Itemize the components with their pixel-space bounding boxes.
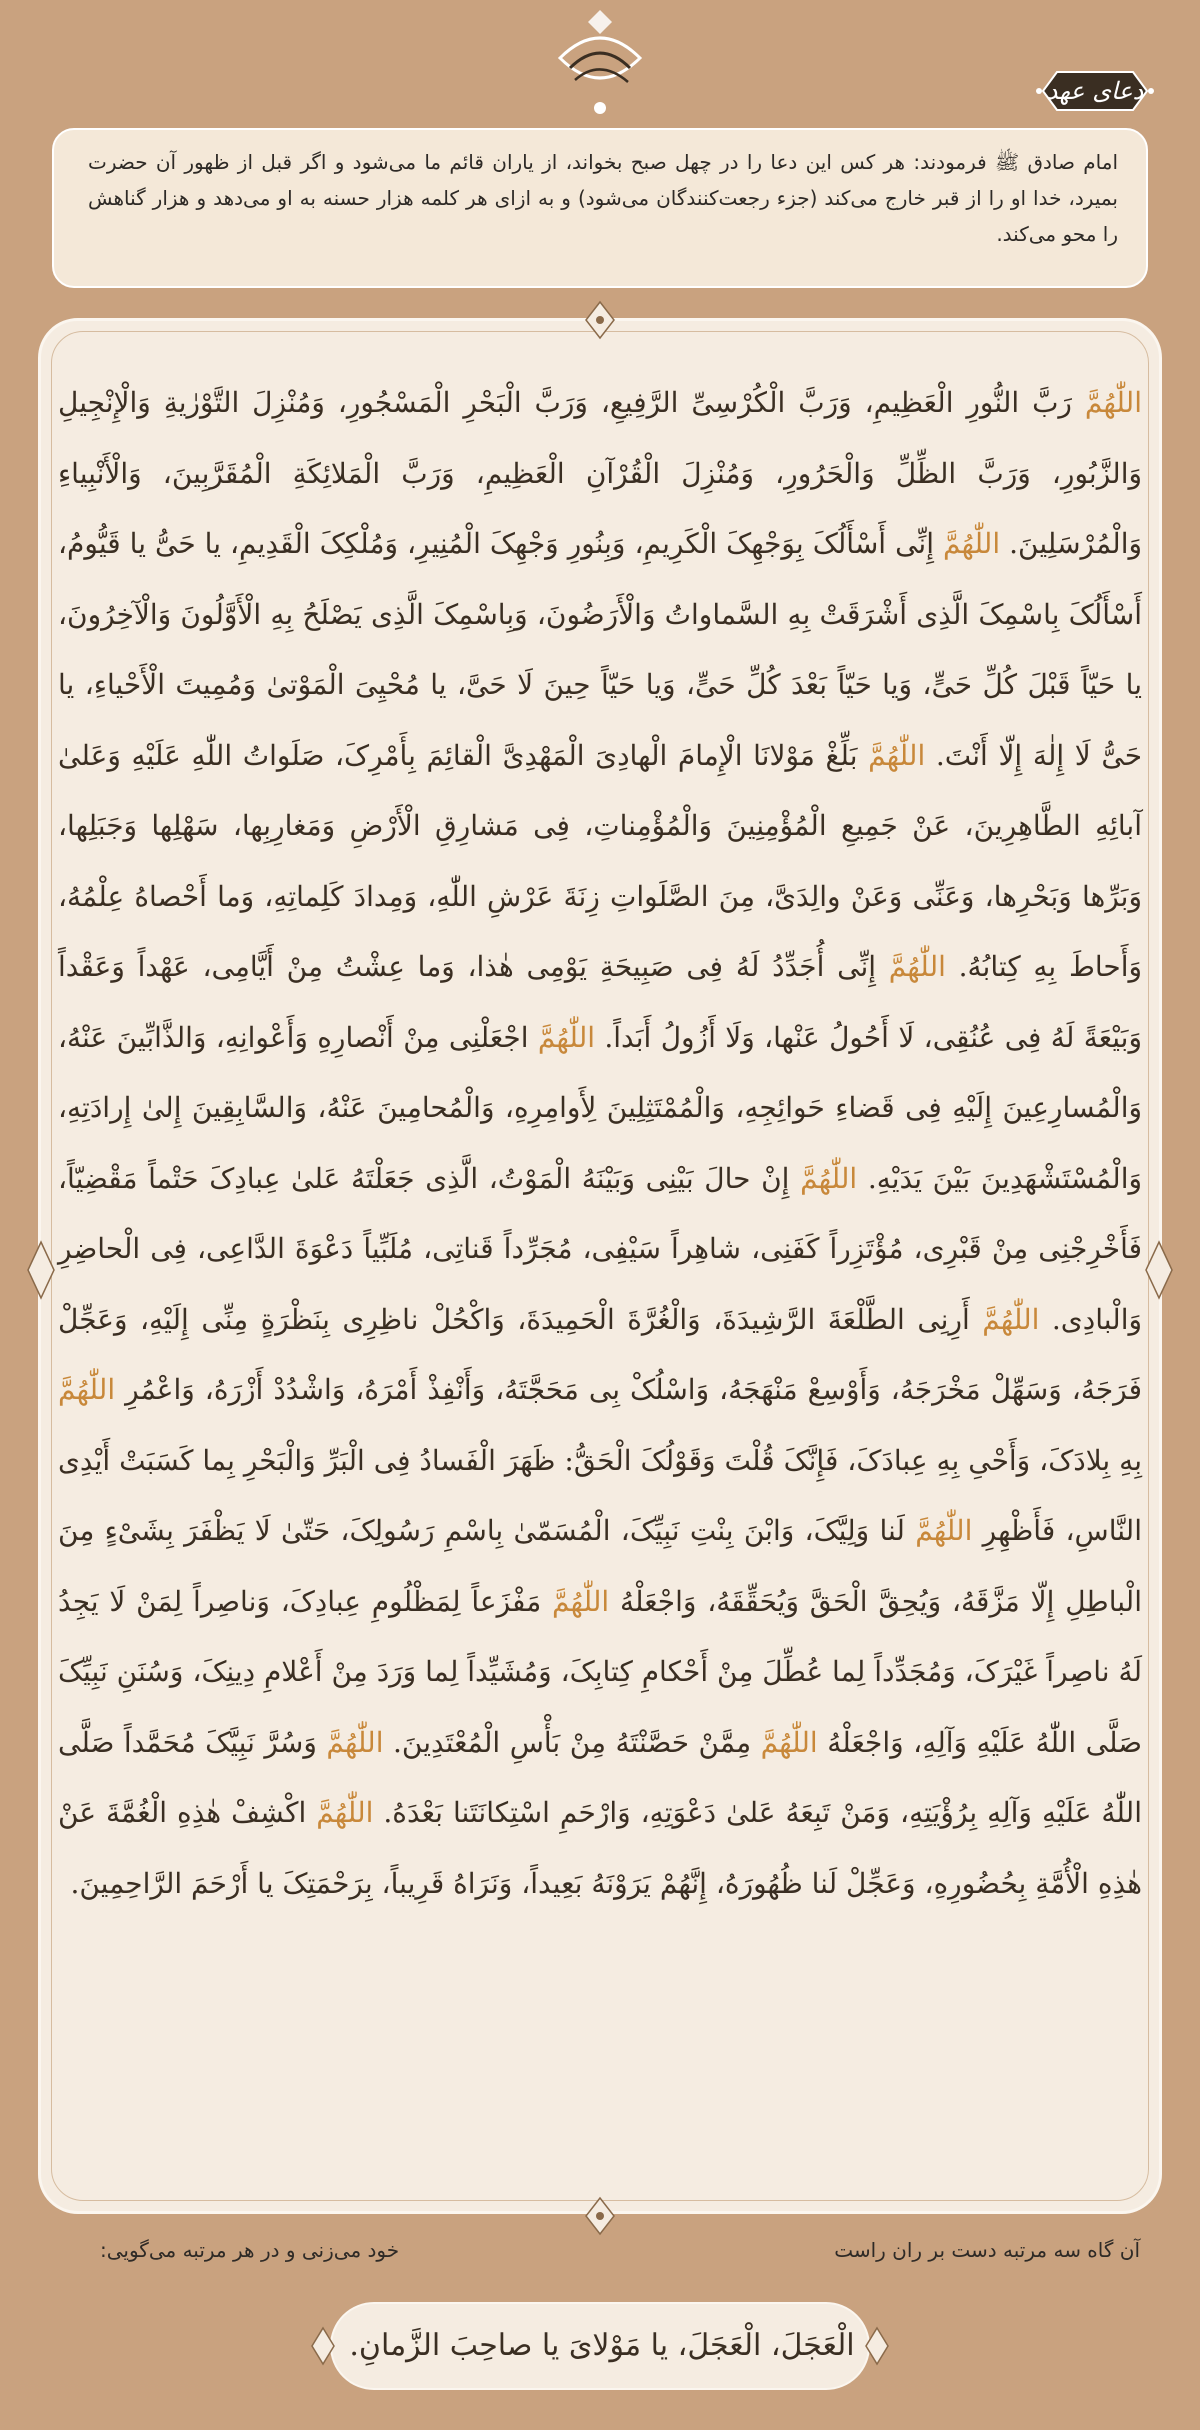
prayer-highlight-allahumma: اللّٰهُمَّ xyxy=(943,527,1001,560)
final-phrase: الْعَجَلَ، الْعَجَلَ، یا مَوْلایَ یا صاحِبَ الزَّمانِ. xyxy=(349,2328,855,2363)
badge-label: دعای عهد xyxy=(1046,77,1144,105)
final-box-left-ornament-icon xyxy=(310,2326,336,2366)
prayer-segment: أَرِنِی الطَّلْعَةَ الرَّشِیدَةَ، وَالْغُرَّةَ الْحَمِیدَةَ، وَاکْحُلْ ناظِرِی بِنَظْرَةٍ مِنِّی إِلَیْهِ، وَعَجِّلْ فَرَجَهُ، وَسَهِّلْ مَخْرَجَهُ، وَأَوْسِعْ مَنْهَجَهُ، وَاسْلُکْ بِی مَحَجَّتَهُ، وَأَنْفِذْ أَمْرَهُ، وَاشْدُدْ أَزْرَهُ، وَاعْمُرِ xyxy=(58,1302,1142,1406)
prayer-segment: مَفْزَعاً لِمَظْلُومِ عِبادِکَ، وَناصِراً لِمَنْ لَا یَجِدُ لَهُ ناصِراً غَیْرَکَ، وَمُجَدِّداً لِما عُطِّلَ مِنْ أَحْکامِ کِتابِکَ، وَمُشَیِّداً لِما وَرَدَ مِنْ أَعْلامِ دِینِکَ، وَسُنَنِ نَبِیِّکَ صَلَّی اللّٰهُ عَلَیْهِ وَآلِهِ، وَاجْعَلْهُ xyxy=(58,1584,1142,1759)
intro-text: امام صادق ﷺ فرمودند: هر کس این دعا را در چهل صبح بخواند، از یاران قائم ما می‌شود و اگر قبل از ظهور آن حضرت بمیرد، خدا او را از قبر خارج می‌کند (جزء رجعت‌کنندگان می‌شود) و به ازای هر کلمه هزار حسنه به او می‌دهد و هزار گناهش را محو می‌کند. xyxy=(88,150,1118,246)
bismillah-calligraphy-ornament xyxy=(540,8,660,118)
prayer-highlight-allahumma: اللّٰهُمَّ xyxy=(760,1725,818,1759)
prayer-highlight-allahumma: اللّٰهُمَّ xyxy=(316,1796,374,1829)
frame-right-ornament-icon xyxy=(1144,1240,1174,1300)
prayer-highlight-allahumma: اللّٰهُمَّ xyxy=(888,950,946,983)
frame-left-ornament-icon xyxy=(26,1240,56,1300)
final-box-right-ornament-icon xyxy=(864,2326,890,2366)
prayer-highlight-allahumma: اللّٰهُمَّ xyxy=(1084,386,1142,419)
prayer-highlight-allahumma: اللّٰهُمَّ xyxy=(800,1161,858,1195)
prayer-segment: بَلِّغْ مَوْلانَا الْإِمامَ الْهادِیَ الْمَهْدِیَّ الْقائِمَ بِأَمْرِکَ، صَلَواتُ اللّٰهِ عَلَیْهِ وَعَلیٰ آبائِهِ الطَّاهِرِینَ، عَنْ جَمِیعِ الْمُؤْمِنِینَ وَالْمُؤْمِناتِ، فِی مَشارِقِ الْأَرْضِ وَمَغارِبِها، سَهْلِها وَجَبَلِها، وَبَرِّها وَبَحْرِها، وَعَنِّی وَعَنْ والِدَیَّ، مِنَ الصَّلَواتِ زِنَةَ عَرْشِ اللّٰهِ، وَمِدادَ کَلِماتِهِ، وَما أَحْصاهُ عِلْمُهُ، وَأَحاطَ بِهِ کِتابُهُ. xyxy=(58,738,1143,983)
footer-instruction-right: آن گاه سه مرتبه دست بر ران راست xyxy=(834,2238,1140,2262)
prayer-segment: إِنِّی أُجَدِّدُ لَهُ فِی صَبِیحَةِ یَوْمِی هٰذا، وَما عِشْتُ مِنْ أَیَّامِی، عَهْداً وَعَقْداً وَبَیْعَةً لَهُ فِی عُنُقِی، لَا أَحُولُ عَنْها، وَلَا أَزُولُ أَبَداً. xyxy=(58,950,1142,1054)
intro-box xyxy=(52,128,1148,288)
prayer-segment: بِهِ بِلادَکَ، وَأَحْیِ بِهِ عِبادَکَ، فَإِنَّکَ قُلْتَ وَقَوْلُکَ الْحَقُّ: ظَهَرَ الْفَسادُ فِی الْبَرِّ وَالْبَحْرِ بِما کَسَبَتْ أَیْدِی النَّاسِ، فَأَظْهِرِ xyxy=(58,1443,1142,1547)
prayer-segment: اجْعَلْنِی مِنْ أَنْصارِهِ وَأَعْوانِهِ، وَالذَّابِّینَ عَنْهُ، وَالْمُسارِعِینَ إِلَیْهِ فِی قَضاءِ حَوائِجِهِ، وَالْمُمْتَثِلِینَ لِأَوامِرِهِ، وَالْمُحامِینَ عَنْهُ، وَالسَّابِقِینَ إِلیٰ إِرادَتِهِ، وَالْمُسْتَشْهَدِینَ بَیْنَ یَدَیْهِ. xyxy=(58,1020,1142,1195)
prayer-highlight-allahumma: اللّٰهُمَّ xyxy=(537,1020,596,1054)
prayer-segment: مِمَّنْ حَصَّنْتَهُ مِنْ بَأْسِ الْمُعْتَدِینَ. xyxy=(383,1725,761,1759)
prayer-segment: وَسُرَّ نَبِیَّکَ مُحَمَّداً صَلَّی اللّٰهُ عَلَیْهِ وَآلِهِ بِرُؤْیَتِهِ، وَمَنْ تَبِعَهُ عَلیٰ دَعْوَتِهِ، وَارْحَمِ اسْتِکانَتَنا بَعْدَهُ. xyxy=(58,1725,1142,1829)
prayer-text xyxy=(58,368,1142,1919)
footer-instruction-left: خود می‌زنی و در هر مرتبه می‌گویی: xyxy=(100,2238,400,2262)
frame-top-ornament-icon xyxy=(570,300,630,340)
prayer-highlight-allahumma: اللّٰهُمَّ xyxy=(915,1514,973,1547)
prayer-highlight-allahumma: اللّٰهُمَّ xyxy=(552,1584,610,1618)
prayer-highlight-allahumma: اللّٰهُمَّ xyxy=(58,1373,116,1406)
prayer-name-badge xyxy=(1035,68,1155,114)
final-phrase-box xyxy=(330,2302,870,2390)
prayer-highlight-allahumma: اللّٰهُمَّ xyxy=(982,1302,1040,1336)
prayer-segment: لَنا وَلِیَّکَ، وَابْنَ بِنْتِ نَبِیِّکَ، الْمُسَمّیٰ بِاسْمِ رَسُولِکَ، حَتّیٰ لَا یَظْفَرَ بِشَیْءٍ مِنَ الْباطِلِ إِلّا مَزَّقَهُ، وَیُحِقَّ الْحَقَّ وَیُحَقِّقَهُ، وَاجْعَلْهُ xyxy=(58,1514,1142,1618)
prayer-segment: إِنِّی أَسْأَلُکَ بِوَجْهِکَ الْکَرِیمِ، وَبِنُورِ وَجْهِکَ الْمُنِیرِ، وَمُلْکِکَ الْقَدِیمِ، یا حَیُّ یا قَیُّومُ، أَسْأَلُکَ بِاسْمِکَ الَّذِی أَشْرَقَتْ بِهِ السَّماواتُ وَالْأَرَضُونَ، وَبِاسْمِکَ الَّذِی یَصْلَحُ بِهِ الْأَوَّلُونَ وَالْآخِرُونَ، یا حَیّاً قَبْلَ کُلِّ حَیٍّ، وَیا حَیّاً بَعْدَ کُلِّ حَیٍّ، وَیا حَیّاً حِینَ لَا حَیَّ، یا مُحْیِیَ الْمَوْتیٰ وَمُمِیتَ الْأَحْیاءِ، یا حَیُّ لَا إِلٰهَ إِلّا أَنْتَ. xyxy=(58,527,1142,772)
prayer-segment: اکْشِفْ هٰذِهِ الْغُمَّةَ عَنْ هٰذِهِ الْأُمَّةِ بِحُضُورِهِ، وَعَجِّلْ لَنا ظُهُورَهُ، إِنَّهُمْ یَرَوْنَهُ بَعِیداً، وَنَرَاهُ قَرِیباً، بِرَحْمَتِکَ یا أَرْحَمَ الرَّاحِمِینَ. xyxy=(58,1796,1142,1900)
frame-bottom-ornament-icon xyxy=(570,2196,630,2236)
prayer-highlight-allahumma: اللّٰهُمَّ xyxy=(326,1725,384,1759)
prayer-segment: إِنْ حالَ بَیْنِی وَبَیْنَهُ الْمَوْتُ، الَّذِی جَعَلْتَهُ عَلیٰ عِبادِکَ حَتْماً مَقْضِیّاً، فَأَخْرِجْنِی مِنْ قَبْرِی، مُؤْتَزِراً کَفَنِی، شاهِراً سَیْفِی، مُجَرِّداً قَناتِی، مُلَبِّیاً دَعْوَةَ الدَّاعِی، فِی الْحاضِرِ وَالْبادِی. xyxy=(58,1161,1143,1336)
prayer-segment: رَبَّ النُّورِ الْعَظِیمِ، وَرَبَّ الْکُرْسِیِّ الرَّفِیعِ، وَرَبَّ الْبَحْرِ الْمَسْجُورِ، وَمُنْزِلَ التَّوْرٰیةِ وَالْإِنْجِیلِ وَالزَّبُورِ، وَرَبَّ الظِّلِّ وَالْحَرُورِ، وَمُنْزِلَ الْقُرْآنِ الْعَظِیمِ، وَرَبَّ الْمَلائِکَةِ الْمُقَرَّبِینَ، وَالْأَنْبِیاءِ وَالْمُرْسَلِینَ. xyxy=(58,386,1143,560)
prayer-highlight-allahumma: اللّٰهُمَّ xyxy=(868,738,926,772)
